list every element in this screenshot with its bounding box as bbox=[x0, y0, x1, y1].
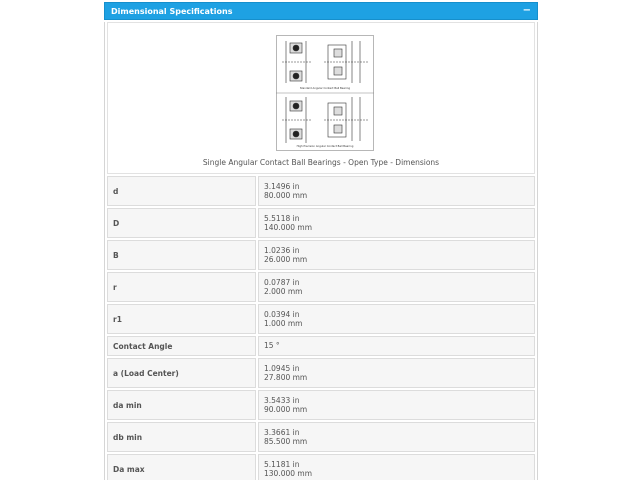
spec-value-in: 3.1496 in bbox=[264, 181, 300, 191]
spec-value-mm: 26.000 mm bbox=[264, 255, 308, 264]
spec-value-in: 0.0787 in bbox=[264, 277, 300, 287]
spec-label: r bbox=[107, 272, 256, 302]
bearing-dimension-diagram bbox=[276, 35, 374, 151]
spec-label: B bbox=[107, 240, 256, 270]
spec-value bbox=[258, 240, 535, 270]
spec-label: da min bbox=[107, 390, 256, 420]
spec-row bbox=[107, 176, 535, 206]
spec-value-in: 5.5118 in bbox=[264, 213, 300, 223]
spec-row bbox=[107, 304, 535, 334]
spec-row bbox=[107, 208, 535, 238]
spec-value-mm: 130.000 mm bbox=[264, 469, 313, 478]
spec-value-mm: 90.000 mm bbox=[264, 405, 308, 414]
spec-value-in: 3.3661 in bbox=[264, 427, 300, 437]
spec-label: db min bbox=[107, 422, 256, 452]
spec-label: a (Load Center) bbox=[107, 358, 256, 388]
spec-value-mm: 85.500 mm bbox=[264, 437, 308, 446]
spec-value-mm: 80.000 mm bbox=[264, 191, 308, 200]
spec-label: r1 bbox=[107, 304, 256, 334]
spec-label: d bbox=[107, 176, 256, 206]
dimensional-specifications-panel bbox=[104, 2, 538, 480]
diagram-caption: Single Angular Contact Ball Bearings - Open Type - Dimensions bbox=[202, 158, 440, 167]
spec-label: Da max bbox=[107, 454, 256, 480]
spec-value-mm: 140.000 mm bbox=[264, 223, 313, 232]
spec-row bbox=[107, 454, 535, 480]
spec-value bbox=[258, 422, 535, 452]
spec-label: Contact Angle bbox=[107, 336, 256, 356]
spec-value bbox=[258, 304, 535, 334]
spec-value-in: 1.0236 in bbox=[264, 245, 300, 255]
spec-value bbox=[258, 272, 535, 302]
specifications-table bbox=[105, 174, 537, 480]
spec-row bbox=[107, 336, 535, 356]
collapse-icon[interactable]: − bbox=[522, 5, 531, 16]
panel-body bbox=[104, 22, 538, 480]
spec-value-angle: 15 ° bbox=[264, 341, 280, 351]
spec-value bbox=[258, 208, 535, 238]
spec-row bbox=[107, 422, 535, 452]
spec-value bbox=[258, 390, 535, 420]
spec-value bbox=[258, 454, 535, 480]
panel-header[interactable] bbox=[104, 2, 538, 20]
spec-value-mm: 1.000 mm bbox=[264, 319, 303, 328]
spec-value-in: 0.0394 in bbox=[264, 309, 300, 319]
bearing-diagram-box bbox=[107, 22, 535, 174]
spec-value-in: 3.5433 in bbox=[264, 395, 300, 405]
spec-row bbox=[107, 272, 535, 302]
spec-row bbox=[107, 390, 535, 420]
spec-value-mm: 2.000 mm bbox=[264, 287, 303, 296]
diagram-label-top: Standard Angular Contact Ball Bearing bbox=[299, 87, 351, 90]
panel-title: Dimensional Specifications bbox=[111, 6, 233, 16]
spec-row bbox=[107, 358, 535, 388]
spec-value bbox=[258, 176, 535, 206]
diagram-label-bottom: High Precision Angular Contact Ball Bearing bbox=[296, 145, 354, 148]
spec-value-mm: 27.800 mm bbox=[264, 373, 308, 382]
spec-value-in: 5.1181 in bbox=[264, 459, 300, 469]
spec-value bbox=[258, 336, 535, 356]
spec-label: D bbox=[107, 208, 256, 238]
spec-value bbox=[258, 358, 535, 388]
spec-value-in: 1.0945 in bbox=[264, 363, 300, 373]
spec-row bbox=[107, 240, 535, 270]
